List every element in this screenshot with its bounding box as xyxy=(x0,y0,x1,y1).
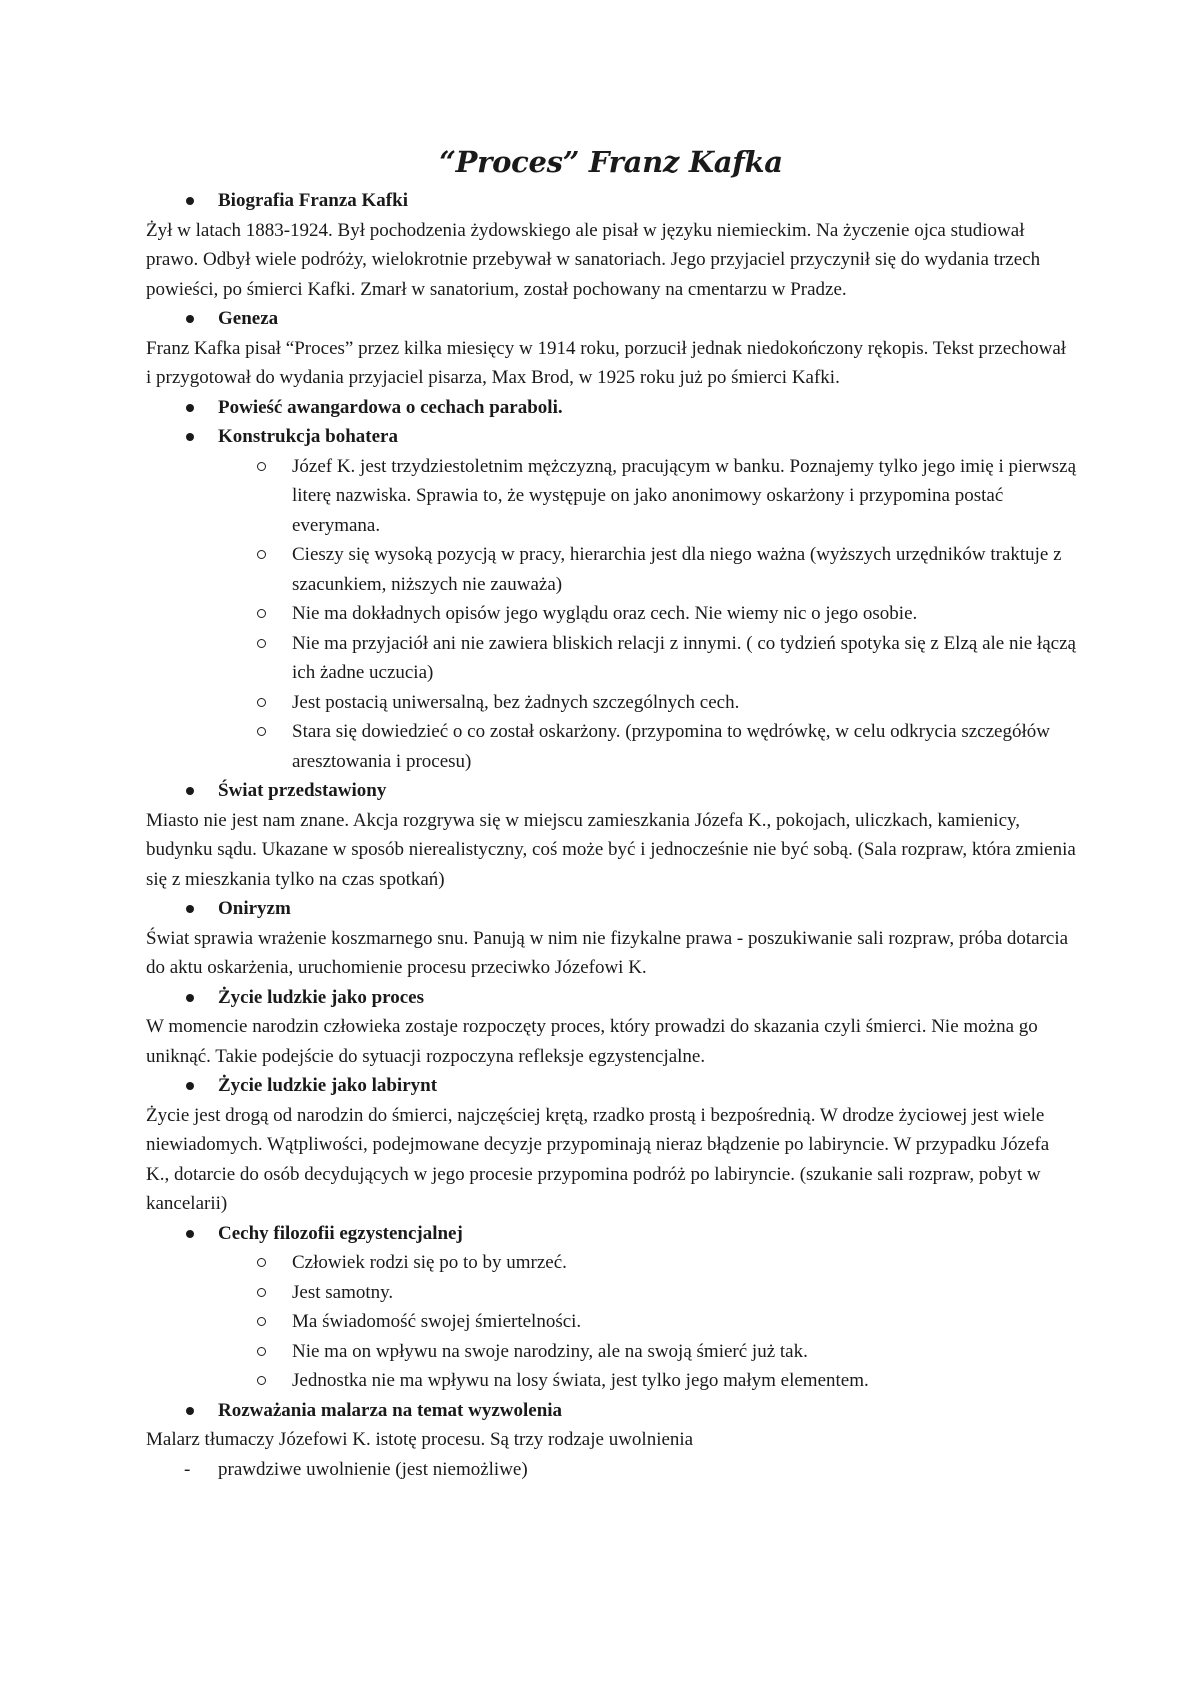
section-heading: Powieść awangardowa o cechach paraboli. xyxy=(146,393,1076,423)
sub-list-item: Jest postacią uniwersalną, bez żadnych szczególnych cech. xyxy=(146,688,1076,718)
section-paragraph: W momencie narodzin człowieka zostaje rozpoczęty proces, który prowadzi do skazania czyli śmierci. Nie można go uniknąć. Takie podejście do sytuacji rozpoczyna refleksje egzystencjalne. xyxy=(146,1016,1038,1067)
sub-list-item: Cieszy się wysoką pozycją w pracy, hierarchia jest dla niego ważna (wyższych urzędników traktuje z szacunkiem, niższych nie zauważa) xyxy=(146,540,1076,599)
document-body xyxy=(146,140,1076,1484)
sub-list-item: Stara się dowiedzieć o co został oskarżony. (przypomina to wędrówkę, w celu odkrycia szczegółów aresztowania i procesu) xyxy=(146,717,1076,776)
section-heading: Cechy filozofii egzystencjalnej xyxy=(146,1219,1076,1249)
section-heading: Biografia Franza Kafki xyxy=(146,186,1076,216)
sub-list-item: Człowiek rodzi się po to by umrzeć. xyxy=(146,1248,1076,1278)
section-heading: Konstrukcja bohatera xyxy=(146,422,1076,452)
section-paragraph: Miasto nie jest nam znane. Akcja rozgrywa się w miejscu zamieszkania Józefa K., pokojach, uliczkach, kamienicy, budynku sądu. Ukazane w sposób nierealistyczny, coś może być i jednocześnie nie być sobą. (Sala rozpraw, która zmienia się z mieszkania tylko na czas spotkań) xyxy=(146,809,1076,890)
section-heading: Życie ludzkie jako labirynt xyxy=(146,1071,1076,1101)
sub-list-item: Nie ma dokładnych opisów jego wyglądu oraz cech. Nie wiemy nic o jego osobie. xyxy=(146,599,1076,629)
section-heading: Rozważania malarza na temat wyzwolenia xyxy=(146,1396,1076,1426)
sub-list-item: Jednostka nie ma wpływu na losy świata, jest tylko jego małym elementem. xyxy=(146,1366,1076,1396)
section-heading: Oniryzm xyxy=(146,894,1076,924)
section-paragraph: Żył w latach 1883-1924. Był pochodzenia żydowskiego ale pisał w języku niemieckim. Na życzenie ojca studiował prawo. Odbył wiele podróży, wielokrotnie przebywał w sanatoriach. Jego przyjaciel przyczynił się do wydania trzech powieści, po śmierci Kafki. Zmarł w sanatorium, został pochowany na cmentarzu w Pradze. xyxy=(146,219,1041,300)
section-heading: Życie ludzkie jako proces xyxy=(146,983,1076,1013)
sub-list-item: Józef K. jest trzydziestoletnim mężczyzną, pracującym w banku. Poznajemy tylko jego imię i pierwszą literę nazwiska. Sprawia to, że występuje on jako anonimowy oskarżony i przypomina postać everymana. xyxy=(146,452,1076,541)
section-paragraph: Życie jest drogą od narodzin do śmierci, najczęściej krętą, rzadko prostą i bezpośrednią. W drodze życiowej jest wiele niewiadomych. Wątpliwości, podejmowane decyzje przypominają nieraz błądzenie po labiryncie. W przypadku Józefa K., dotarcie do osób decydujących w jego procesie przypomina podróż po labiryncie. (szukanie sali rozpraw, pobyt w kancelarii) xyxy=(146,1104,1050,1214)
sub-list-item: Nie ma przyjaciół ani nie zawiera bliskich relacji z innymi. ( co tydzień spotyka się z Elzą ale nie łączą ich żadne uczucia) xyxy=(146,629,1076,688)
page-title: “Proces” Franz Kafka xyxy=(439,145,783,179)
dash-list-item: - prawdziwe uwolnienie (jest niemożliwe) xyxy=(146,1455,1076,1485)
section-paragraph: Świat sprawia wrażenie koszmarnego snu. Panują w nim nie fizykalne prawa - poszukiwanie sali rozpraw, próba dotarcia do aktu oskarżenia, uruchomienie procesu przeciwko Józefowi K. xyxy=(146,927,1069,978)
sub-list-item: Ma świadomość swojej śmiertelności. xyxy=(146,1307,1076,1337)
section-paragraph: Malarz tłumaczy Józefowi K. istotę procesu. Są trzy rodzaje uwolnienia xyxy=(146,1429,694,1450)
sub-list-item: Jest samotny. xyxy=(146,1278,1076,1308)
section-heading: Geneza xyxy=(146,304,1076,334)
sub-list-item: Nie ma on wpływu na swoje narodziny, ale na swoją śmierć już tak. xyxy=(146,1337,1076,1367)
section-heading: Świat przedstawiony xyxy=(146,776,1076,806)
section-paragraph: Franz Kafka pisał “Proces” przez kilka miesięcy w 1914 roku, porzucił jednak niedokończony rękopis. Tekst przechował i przygotował do wydania przyjaciel pisarza, Max Brod, w 1925 roku już po śmierci Kafki. xyxy=(146,337,1067,388)
